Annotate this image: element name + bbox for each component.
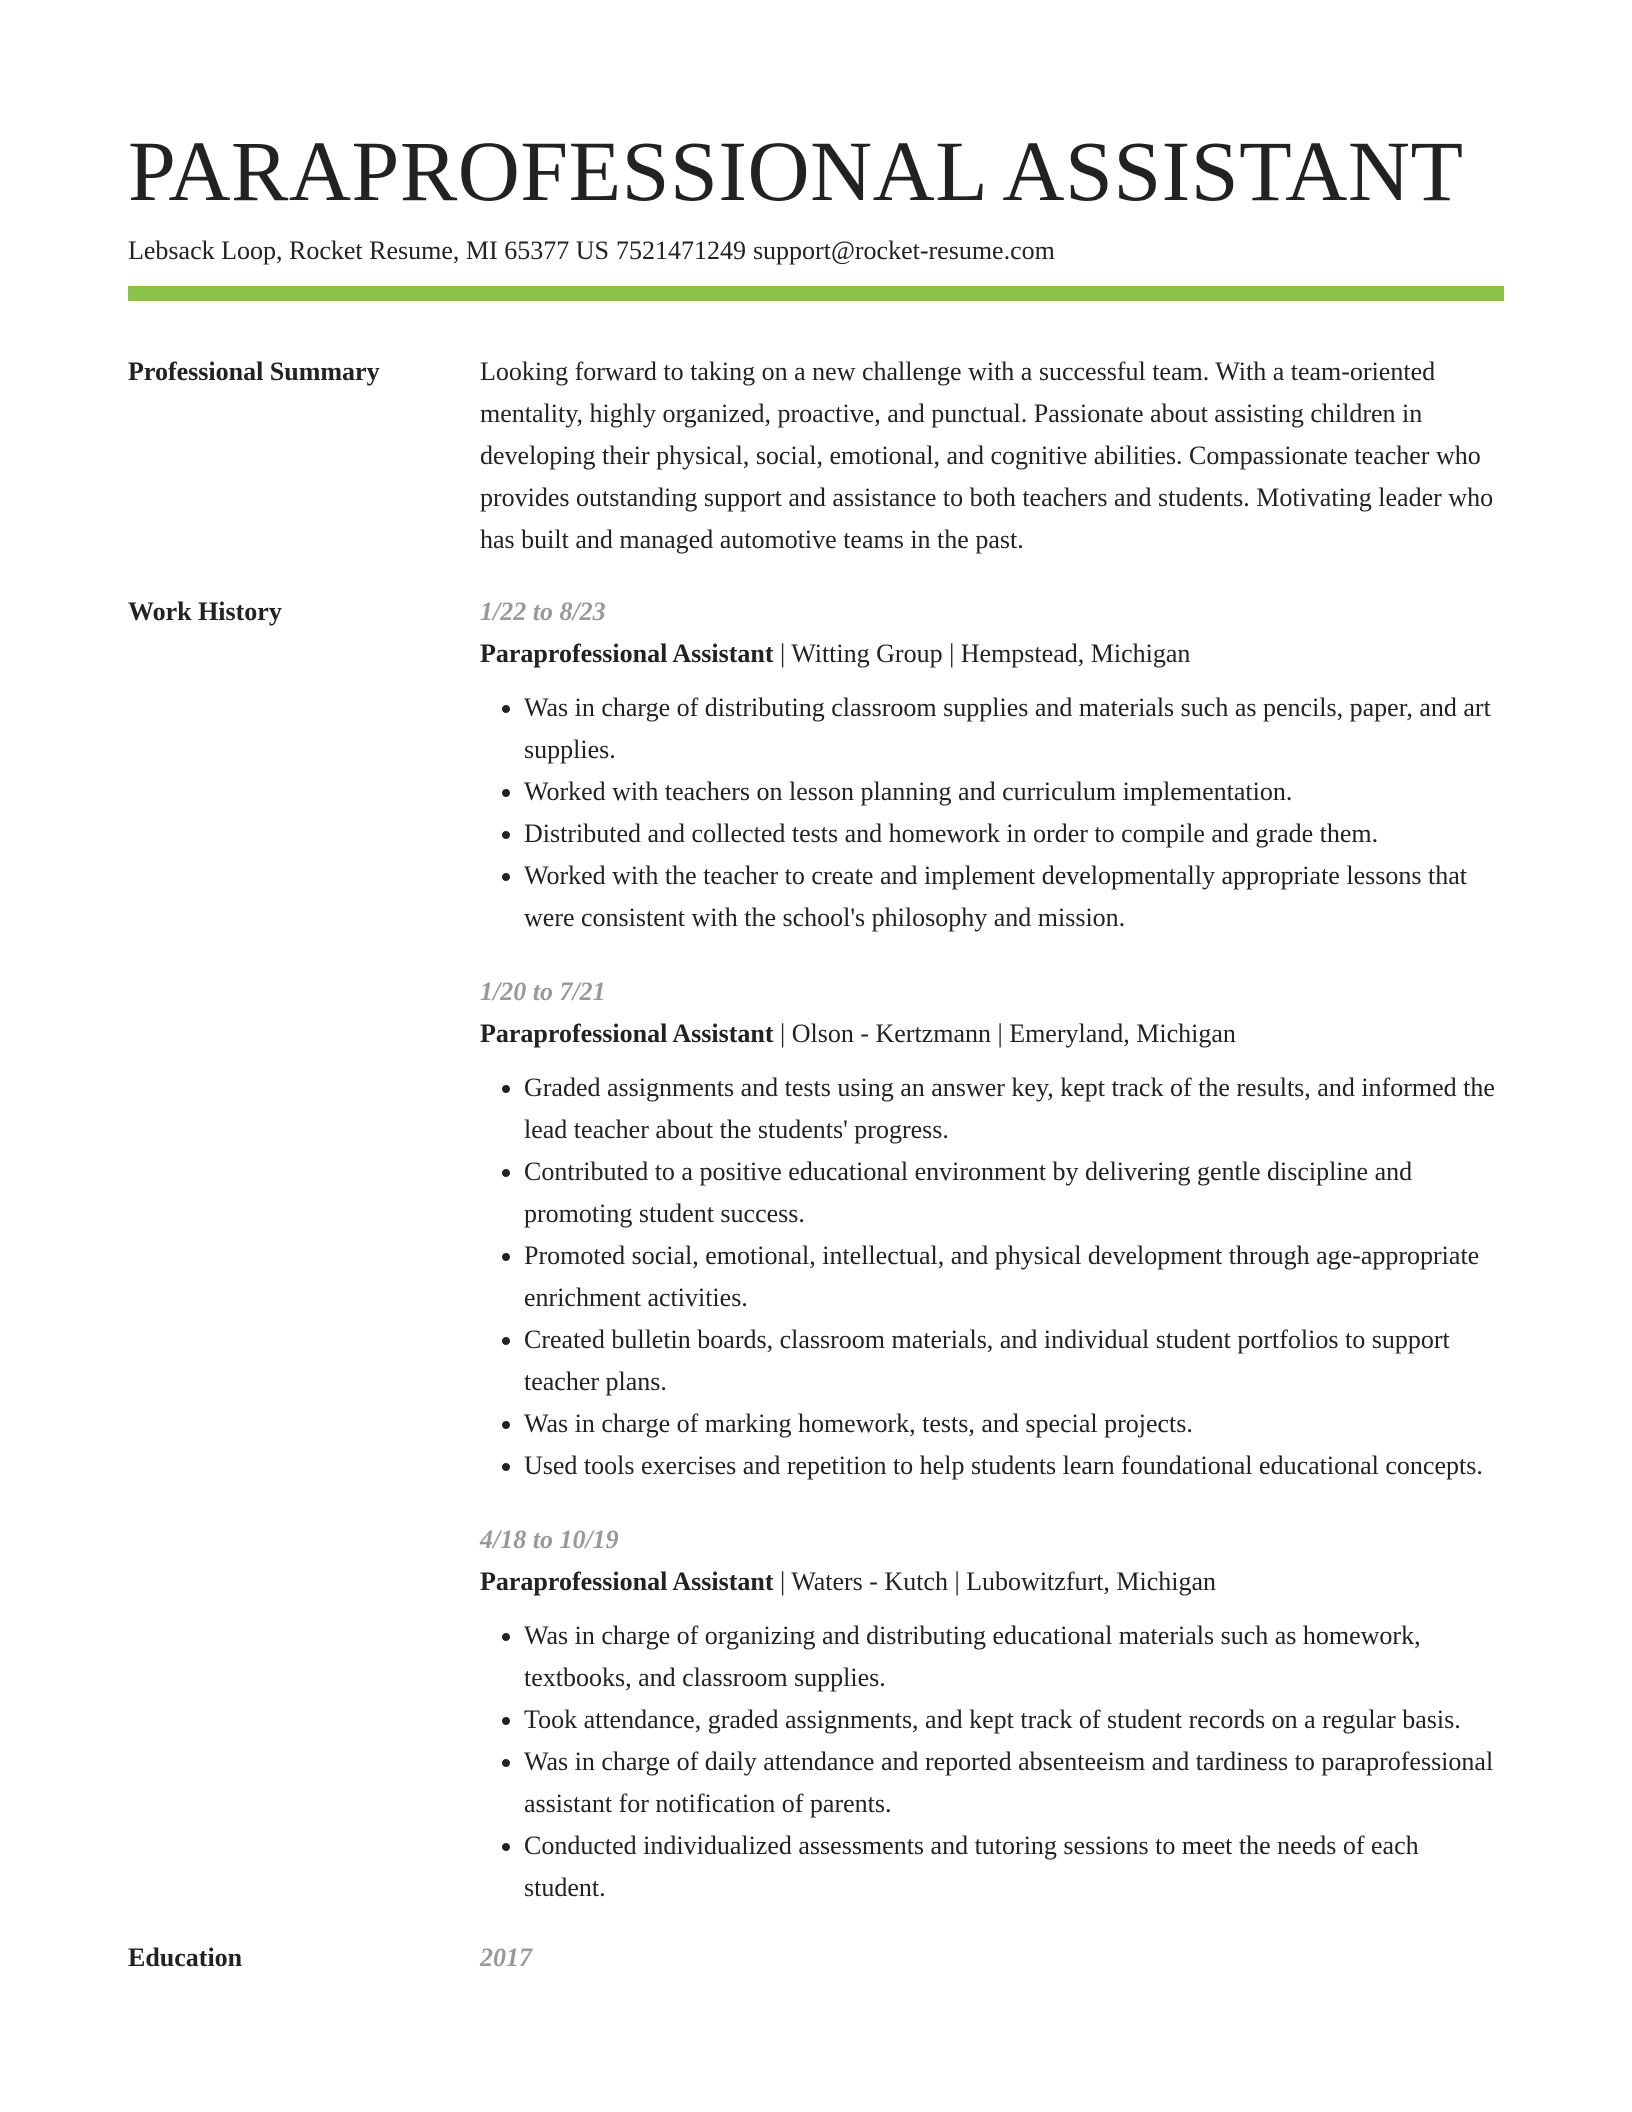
job-details: | Witting Group | Hempstead, Michigan xyxy=(773,639,1191,668)
job-entry xyxy=(480,1519,1504,1909)
job-bullet: • Distributed and collected tests and homework in order to compile and grade them. xyxy=(524,813,1504,855)
job-bullet: • Was in charge of organizing and distributing educational materials such as homework, textbooks, and classroom supplies. xyxy=(524,1615,1504,1699)
job-bullet: • Was in charge of daily attendance and reported absenteeism and tardiness to paraprofessional assistant for notification of parents. xyxy=(524,1741,1504,1825)
job-dates: 4/18 to 10/19 xyxy=(480,1525,619,1554)
job-dates: 1/22 to 8/23 xyxy=(480,597,606,626)
job-bullets xyxy=(480,687,1504,939)
job-bullet: • Was in charge of distributing classroom supplies and materials such as pencils, paper, and art supplies. xyxy=(524,687,1504,771)
job-title: Paraprofessional Assistant xyxy=(480,639,774,668)
work-history-list xyxy=(480,591,1504,1909)
job-bullet: • Promoted social, emotional, intellectual, and physical development through age-appropriate enrichment activities. xyxy=(524,1235,1504,1319)
job-title: Paraprofessional Assistant xyxy=(480,1019,774,1048)
job-bullet: • Was in charge of marking homework, tests, and special projects. xyxy=(524,1403,1504,1445)
job-details: | Olson - Kertzmann | Emeryland, Michigan xyxy=(773,1019,1236,1048)
job-details: | Waters - Kutch | Lubowitzfurt, Michigan xyxy=(773,1567,1217,1596)
candidate-name: PARAPROFESSIONAL ASSISTANT xyxy=(128,123,1464,219)
job-bullet: • Contributed to a positive educational environment by delivering gentle discipline and promoting student success. xyxy=(524,1151,1504,1235)
job-bullet: • Conducted individualized assessments and tutoring sessions to meet the needs of each student. xyxy=(524,1825,1504,1909)
job-entry xyxy=(480,591,1504,939)
job-dates: 1/20 to 7/21 xyxy=(480,977,606,1006)
job-entry xyxy=(480,971,1504,1487)
education-list xyxy=(480,1937,1504,1979)
job-bullet: • Worked with teachers on lesson planning and curriculum implementation. xyxy=(524,771,1504,813)
summary-text: Looking forward to taking on a new challenge with a successful team. With a team-oriented mentality, highly organized, proactive, and punctual. Passionate about assisting children in developing their physical, social, emotional, and cognitive abilities. Compassionate teacher who provides outstanding support and assistance to both teachers and students. Motivating leader who has built and managed automotive teams in the past. xyxy=(480,357,1494,554)
job-title: Paraprofessional Assistant xyxy=(480,1567,774,1596)
job-bullets xyxy=(480,1067,1504,1487)
job-bullets xyxy=(480,1615,1504,1909)
contact-line xyxy=(128,234,1504,268)
header-divider xyxy=(128,286,1504,301)
job-bullet: • Created bulletin boards, classroom materials, and individual student portfolios to support teacher plans. xyxy=(524,1319,1504,1403)
professional-summary-section xyxy=(128,351,1504,561)
job-bullet: • Took attendance, graded assignments, and kept track of student records on a regular basis. xyxy=(524,1699,1504,1741)
contact-email: support@rocket-resume.com xyxy=(752,236,1055,265)
contact-phone: 7521471249 xyxy=(615,236,746,265)
education-section xyxy=(128,1937,1504,1979)
section-label-education: Education xyxy=(128,1943,243,1972)
section-label-work-history: Work History xyxy=(128,597,282,626)
job-bullet: • Worked with the teacher to create and implement developmentally appropriate lessons that were consistent with the school's philosophy and mission. xyxy=(524,855,1504,939)
job-heading xyxy=(480,1561,1504,1603)
section-label-summary: Professional Summary xyxy=(128,357,380,386)
work-history-section xyxy=(128,591,1504,1909)
job-bullet: • Used tools exercises and repetition to help students learn foundational educational concepts. xyxy=(524,1445,1504,1487)
job-heading xyxy=(480,633,1504,675)
contact-address: Lebsack Loop, Rocket Resume, MI 65377 US xyxy=(128,236,609,265)
job-bullet: • Graded assignments and tests using an answer key, kept track of the results, and informed the lead teacher about the students' progress. xyxy=(524,1067,1504,1151)
job-heading xyxy=(480,1013,1504,1055)
education-dates: 2017 xyxy=(480,1943,532,1972)
